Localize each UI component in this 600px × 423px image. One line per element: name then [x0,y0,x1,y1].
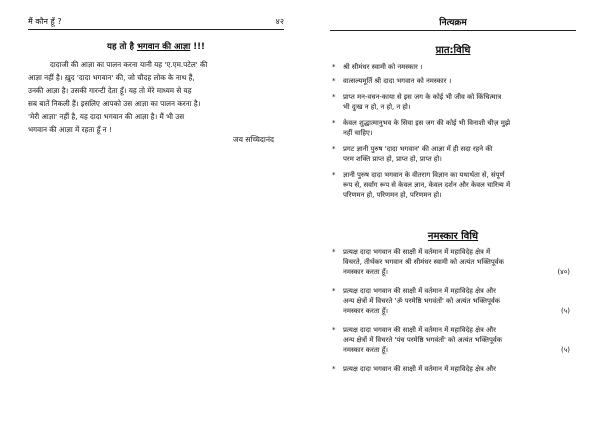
item-line: नमस्कार करता हूँ। (५) [343,346,570,354]
right-header-rule [330,30,576,31]
paragraph-line: आज्ञा नहीं है। ख़ुद 'दादा भगवान' की, जो चौदह लोक के नाथ हैं, [28,73,195,82]
list-item [330,92,576,112]
namaskar-section-title [330,228,576,242]
left-header-rule [28,29,284,30]
bullet-icon: * [332,171,336,179]
heading-suffix: !!! [190,42,205,52]
left-header-title: मैं कौन हूँ ? [28,16,62,26]
item-line: रूप से, सर्वांग रूप से केवल ज्ञान, केवल दर्शन और केवल चारित्र्य में [343,181,511,189]
item-line: नमस्कार करता हूँ। (४०) [343,268,570,276]
list-item [330,170,576,200]
left-page-number: ४२ [275,16,284,26]
bullet-icon: * [332,119,336,127]
repeat-count: (४०) [557,268,570,276]
namaskar-list [330,247,576,374]
item-line: प्रत्यक्ष दादा भगवान की साक्षी में वर्तमान में महाविदेह क्षेत्र में [343,248,491,256]
item-line: परम शक्ति प्राप्त हो, प्राप्त हो, प्राप्त हो। [343,155,442,163]
signature: जय सच्चिदानंद [233,135,274,144]
left-heading [28,41,284,52]
morning-section-title [330,42,576,56]
item-line: प्रत्यक्ष दादा भगवान की साक्षी में वर्तमान में महाविदेह क्षेत्र और [343,326,496,334]
heading-underlined: भगवान की आज्ञा [136,42,191,52]
item-line: अन्य क्षेत्रों में विचरते 'ॐ परमेष्ठि भगवंतों' को अत्यंत भक्तिपूर्वक [343,297,500,305]
list-item [330,286,576,316]
list-item [330,325,576,355]
bullet-icon: * [332,365,336,373]
paragraph-line: सब बातें निकली हैं। इसलिए आपको उस आज्ञा का पालन करना है। [28,99,201,108]
right-header-title: नित्यक्रम [439,18,467,28]
bullet-icon: * [332,326,336,334]
left-paragraph [28,58,282,136]
item-line: भी दुःख न हो, न हो, न हो। [343,103,411,111]
item-line: परिणमन हो, परिणमन हो, परिणमन हो। [343,191,442,199]
bullet-icon: * [332,145,336,153]
repeat-count: (५) [561,346,570,354]
list-item [330,62,576,72]
list-item [330,247,576,277]
item-line: प्राप्त मन-वचन-काया से इस जग के कोई भी जीव को किंचित्मात्र [343,93,502,101]
bullet-icon: * [332,63,336,71]
left-page [0,0,298,423]
paragraph-line: 'मेरी आज्ञा' नहीं है, यह दादा भगवान की आज्ञा है। मैं भी उस [28,112,185,121]
item-line: प्रत्यक्ष दादा भगवान की साक्षी में वर्तमान में महाविदेह क्षेत्र और [343,287,496,295]
item-line: ज्ञानी पुरुष दादा भगवान के वीतराग विज्ञान का यथार्थता से, संपूर्ण [343,171,505,179]
item-line: प्रगट ज्ञानी पुरुष 'दादा भगवान' की आज्ञा में ही सदा रहने की [343,145,493,153]
right-page [302,0,600,423]
item-line: नमस्कार करता हूँ। (५) [343,307,570,315]
item-line: अन्य क्षेत्रों में विचरते 'पंच परमेष्ठि भगवंतों' को अत्यंत भक्तिपूर्वक [343,336,502,344]
item-line: नहीं चाहिए। [343,129,373,137]
bullet-icon: * [332,287,336,295]
left-page-header [28,14,284,28]
item-line: श्री सीमंधर स्वामी को नमस्कार । [343,63,423,71]
morning-list [330,62,576,204]
item-line: प्रत्यक्ष दादा भगवान की साक्षी में वर्तमान में महाविदेह क्षेत्र और [343,365,496,373]
item-line: विचरते, तीर्थंकर भगवान श्री सीमंधर स्वामी को अत्यंत भक्तिपूर्वक [343,258,504,266]
list-item [330,76,576,86]
repeat-count: (५) [561,307,570,315]
paragraph-line: दादाजी की आज्ञा का पालन करना यानी यह 'ए.एम.पटेल' की [50,60,208,69]
namaskar-title-text: नमस्कार विधि [427,231,479,242]
heading-prefix: यह तो है [107,42,137,52]
item-line: वात्सल्यमूर्ति श्री दादा भगवान को नमस्कार । [343,77,452,85]
list-item [330,144,576,164]
paragraph-line: भगवान की आज्ञा में रहता हूँ न ! [28,125,112,134]
bullet-icon: * [332,93,336,101]
list-item [330,364,576,374]
item-line: केवल शुद्धात्मानुभव के सिवा इस जग की कोई भी विनाशी चीज़ मुझे [343,119,511,127]
paragraph-line: उनकी आज्ञा है। उसकी गारन्टी देता हूँ। यह तो मेरे माध्यम से यह [28,86,192,95]
list-item [330,118,576,138]
morning-title-text: प्रात:विधि [435,45,471,56]
bullet-icon: * [332,248,336,256]
bullet-icon: * [332,77,336,85]
